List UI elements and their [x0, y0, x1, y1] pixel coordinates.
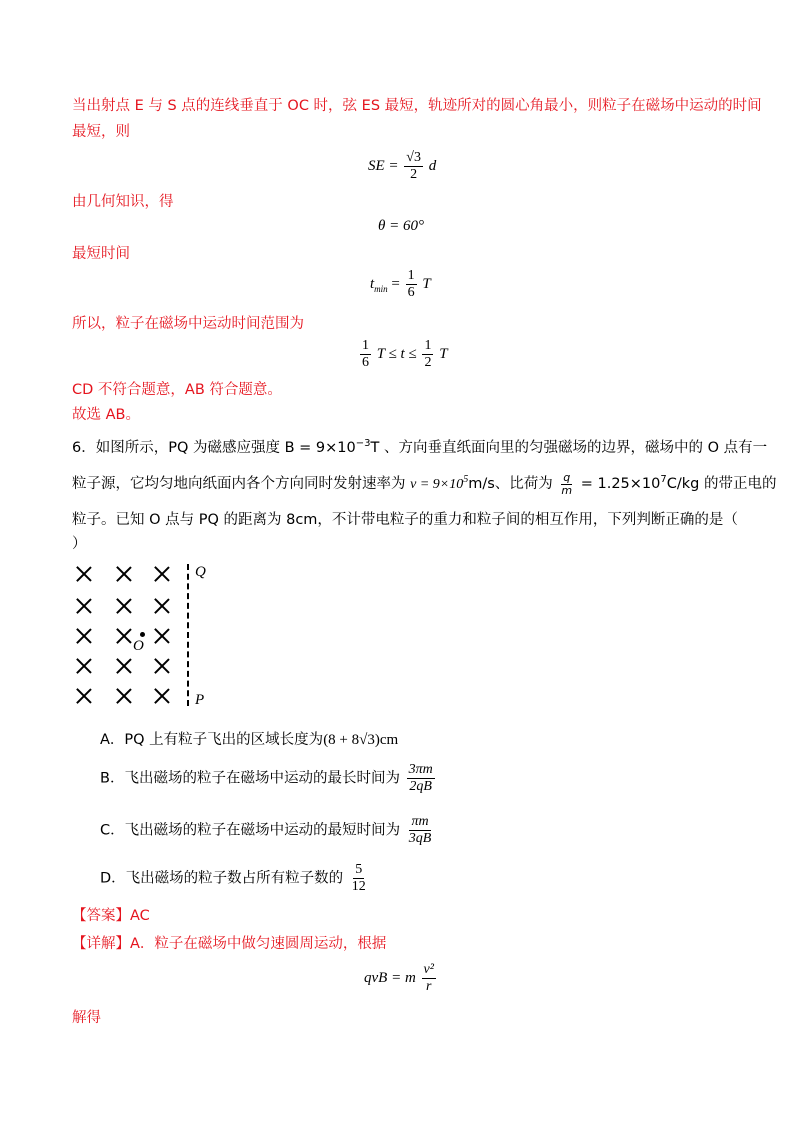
field-cross — [76, 628, 92, 644]
solution-line-5: 所以，粒子在磁场中运动时间范围为 — [72, 316, 304, 332]
field-cross — [116, 628, 132, 644]
solution-line-3: 由几何知识，得 — [72, 194, 174, 210]
label-q: Q — [195, 564, 206, 580]
equation-qvb: qvB = m $\frac{\text{v²}}{r}$ — [364, 962, 434, 994]
label-o: O — [133, 638, 144, 654]
question-line-4: ） — [72, 536, 87, 552]
field-cross — [154, 688, 170, 704]
field-cross — [76, 598, 92, 614]
field-cross — [116, 566, 132, 582]
label-p: P — [195, 692, 205, 708]
point-o-dot — [140, 632, 145, 637]
equation-tmin: $t_{min}$ = $\frac{1}{6}$ T — [370, 268, 431, 300]
detail-line: 【详解】A．粒子在磁场中做匀速圆周运动，根据 — [72, 936, 387, 952]
solution-line-6: CD 不符合题意，AB 符合题意。 — [72, 382, 282, 398]
option-c: C．飞出磁场的粒子在磁场中运动的最短时间为 $\frac{\pi m}{3qB}$ — [100, 814, 432, 846]
field-cross — [154, 658, 170, 674]
question-line-1: 6．如图所示，PQ 为磁感应强度 $B = 9\times 10^{-3}T$ 、方向垂直纸面向里的匀强磁场的边界，磁场中的 O 点有一 — [72, 438, 768, 456]
solution-line-7: 故选 AB。 — [72, 407, 140, 423]
option-b: B．飞出磁场的粒子在磁场中运动的最长时间为 $\frac{3\pi m}{2qB}$ — [100, 762, 433, 794]
equation-theta: θ = 60° — [378, 218, 424, 234]
field-cross — [76, 566, 92, 582]
field-figure — [70, 562, 230, 712]
question-line-2: 粒子源，它均匀地向纸面内各个方向同时发射速率为 $v = 9\times 10^5m/s$、比荷为 $\frac{q}{m}$ = $1.25\times 10^7C/kg$ 的带正电的 — [72, 470, 777, 497]
field-cross — [154, 628, 170, 644]
solve-line: 解得 — [72, 1010, 101, 1026]
field-cross — [116, 658, 132, 674]
solution-line-4: 最短时间 — [72, 246, 130, 262]
field-cross — [154, 566, 170, 582]
solution-line-1: 当出射点 E 与 S 点的连线垂直于 OC 时，弦 ES 最短，轨迹所对的圆心角最小，则粒子在磁场中运动的时间 — [72, 98, 762, 114]
solution-line-2: 最短，则 — [72, 124, 130, 140]
equation-range: $\frac{1}{6}$ T ≤ t ≤ $\frac{1}{2}$ T — [362, 338, 448, 370]
boundary-pq — [187, 564, 189, 706]
field-cross — [116, 688, 132, 704]
field-cross — [154, 598, 170, 614]
equation-se: SE = $\frac{√3}{2}$ d — [368, 150, 437, 182]
field-cross — [116, 598, 132, 614]
question-line-3: 粒子。已知 O 点与 PQ 的距离为 8cm，不计带电粒子的重力和粒子间的相互作用，下列判断正确的是（ — [72, 512, 738, 528]
option-a: A．PQ 上有粒子飞出的区域长度为(8 + 8√3)cm — [100, 732, 399, 748]
field-cross — [76, 688, 92, 704]
field-cross — [76, 658, 92, 674]
answer-line: 【答案】AC — [72, 908, 150, 924]
option-d: D．飞出磁场的粒子数占所有粒子数的 $\frac{5}{12}$ — [100, 862, 366, 894]
